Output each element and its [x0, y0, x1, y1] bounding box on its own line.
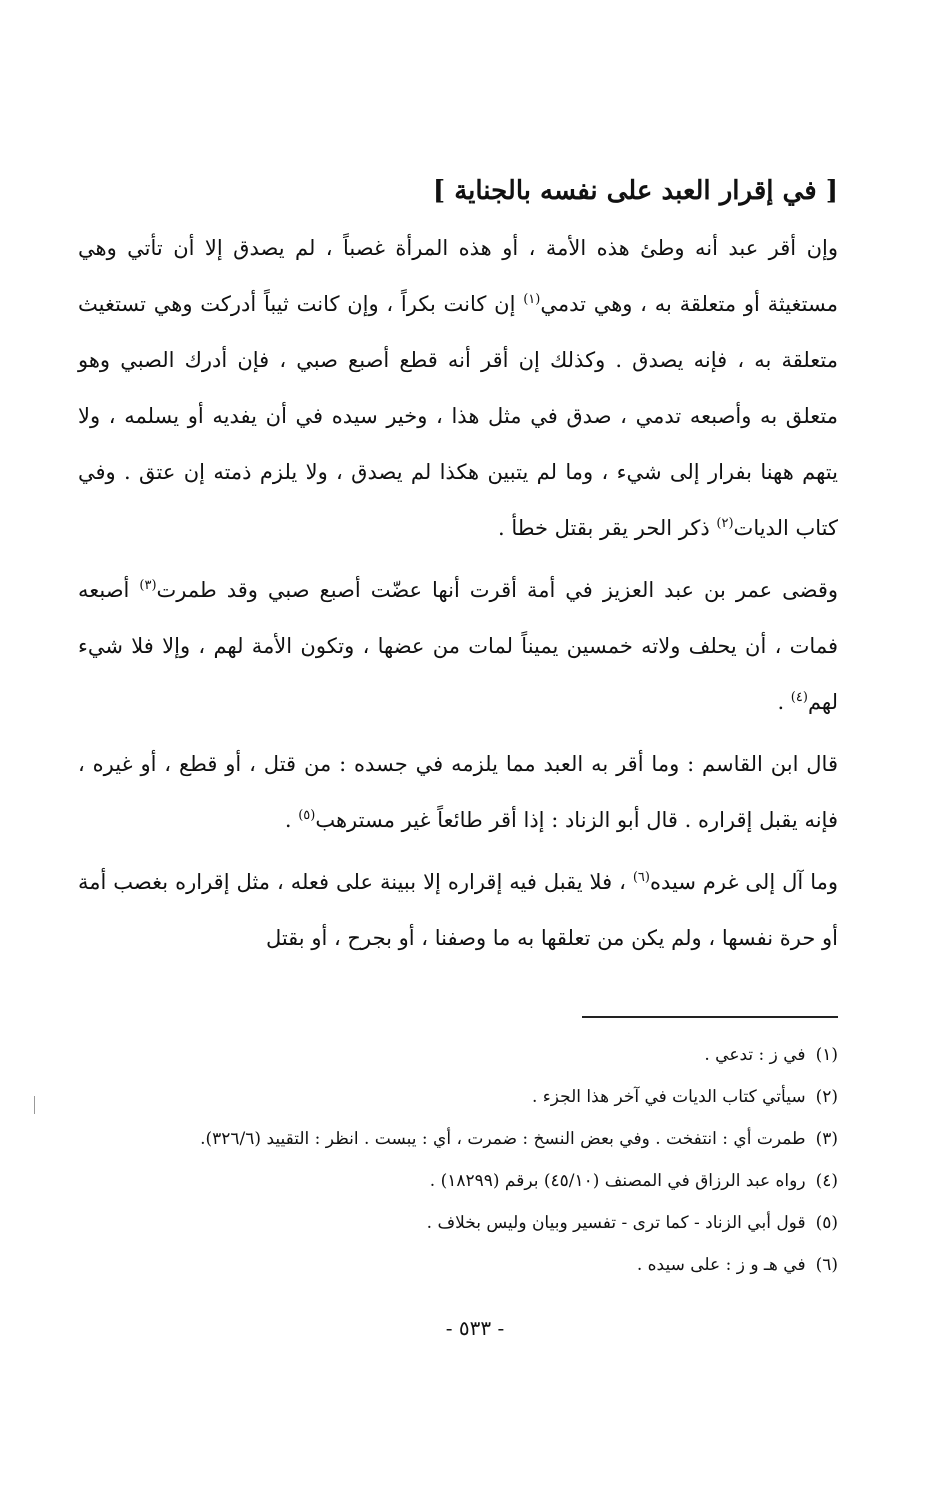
paragraph-4-part-1: وما آل إلى غرم سيده	[649, 870, 838, 894]
paragraph-2-part-2: أصبعه فمات ، أن يحلف ولاته خمسين يميناً لمات من عضها ، وتكون الأمة لهم ، وإلا فلا شيء لهم	[78, 578, 838, 714]
footnote-4	[78, 1160, 838, 1202]
footnote-marker-3: (٣)	[139, 578, 157, 593]
footnote-number: (٦)	[815, 1255, 838, 1275]
footnote-1	[78, 1034, 838, 1076]
footnote-separator	[582, 1016, 838, 1018]
paragraph-1-part-3: ذكر الحر يقر بقتل خطأ .	[497, 516, 717, 540]
section-heading: [ في إقرار العبد على نفسه بالجناية ]	[432, 176, 838, 206]
footnote-text: قول أبي الزناد - كما ترى - تفسير وبيان وليس بخلاف .	[426, 1213, 806, 1233]
footnotes-list	[78, 1034, 838, 1286]
footnote-number: (١)	[815, 1045, 838, 1065]
footnote-number: (٥)	[815, 1213, 838, 1233]
paragraph-4	[78, 854, 838, 966]
footnote-2	[78, 1076, 838, 1118]
footnote-5	[78, 1202, 838, 1244]
paragraph-1	[78, 220, 838, 556]
footnote-marker-1: (١)	[523, 292, 541, 307]
paragraph-2-part-1: وقضى عمر بن عبد العزيز في أمة أقرت أنها عضّت أصبع صبي وقد طمرت	[156, 578, 838, 602]
paragraph-4-part-2: ، فلا يقبل فيه إقراره إلا ببينة على فعله ، مثل إقراره بغصب أمة أو حرة نفسها ، ولم يكن من تعلقها به ما وصفنا ، أو بجرح ، أو بقتل	[78, 870, 838, 950]
paragraph-3-part-1: قال ابن القاسم : وما أقر به العبد مما يلزمه في جسده : من قتل ، أو قطع ، أو غيره ، فإنه يقبل إقراره . قال أبو الزناد : إذا أقر طائعاً غير مسترهب	[78, 752, 838, 832]
footnote-text: في ز : تدعي .	[704, 1045, 806, 1065]
footnote-marker-4: (٤)	[790, 690, 808, 705]
footnote-text: رواه عبد الرزاق في المصنف (٤٥/١٠) برقم (١٨٢٩٩) .	[429, 1171, 806, 1191]
footnote-3	[78, 1118, 838, 1160]
footnote-text: طمرت أي : انتفخت . وفي بعض النسخ : ضمرت ، أي : يبست . انظر : التقييد (٣٢٦/٦).	[200, 1129, 806, 1149]
footnote-6	[78, 1244, 838, 1286]
paragraph-2-part-3: .	[777, 690, 791, 714]
footnote-number: (٤)	[815, 1171, 838, 1191]
paragraph-1-part-2: إن كانت بكراً ، وإن كانت ثيباً أدركت وهي تستغيث متعلقة به ، فإنه يصدق . وكذلك إن أقر أنه قطع أصبع صبي ، فإن أدرك الصبي وهو متعلق به وأصبعه تدمي ، صدق في مثل هذا ، وخير سيده في أن يفديه أو يسلمه ، ولا يتهم ههنا بفرار إلى شيء ، وما لم يتبين هكذا لم يصدق ، ولا يلزم ذمته إن عتق . وفي كتاب الديات	[78, 292, 838, 540]
footnote-text: في هـ و ز : على سيده .	[636, 1255, 806, 1275]
margin-mark	[34, 1096, 35, 1114]
footnote-text: سيأتي كتاب الديات في آخر هذا الجزء .	[531, 1087, 806, 1107]
footnote-number: (٢)	[815, 1087, 838, 1107]
footnote-marker-6: (٦)	[632, 870, 650, 885]
page-number: - ٥٣٣ -	[445, 1316, 505, 1340]
paragraph-3-part-2: .	[284, 808, 299, 832]
page-body	[78, 168, 838, 972]
footnote-marker-2: (٢)	[716, 516, 734, 531]
footnote-number: (٣)	[815, 1129, 838, 1149]
paragraph-2	[78, 562, 838, 730]
footnote-marker-5: (٥)	[298, 808, 316, 823]
paragraph-1-part-1: وإن أقر عبد أنه وطئ هذه الأمة ، أو هذه المرأة غصباً ، لم يصدق إلا أن تأتي وهي مستغيثة أو متعلقة به ، وهي تدمي	[78, 236, 839, 316]
paragraph-3	[78, 736, 838, 848]
